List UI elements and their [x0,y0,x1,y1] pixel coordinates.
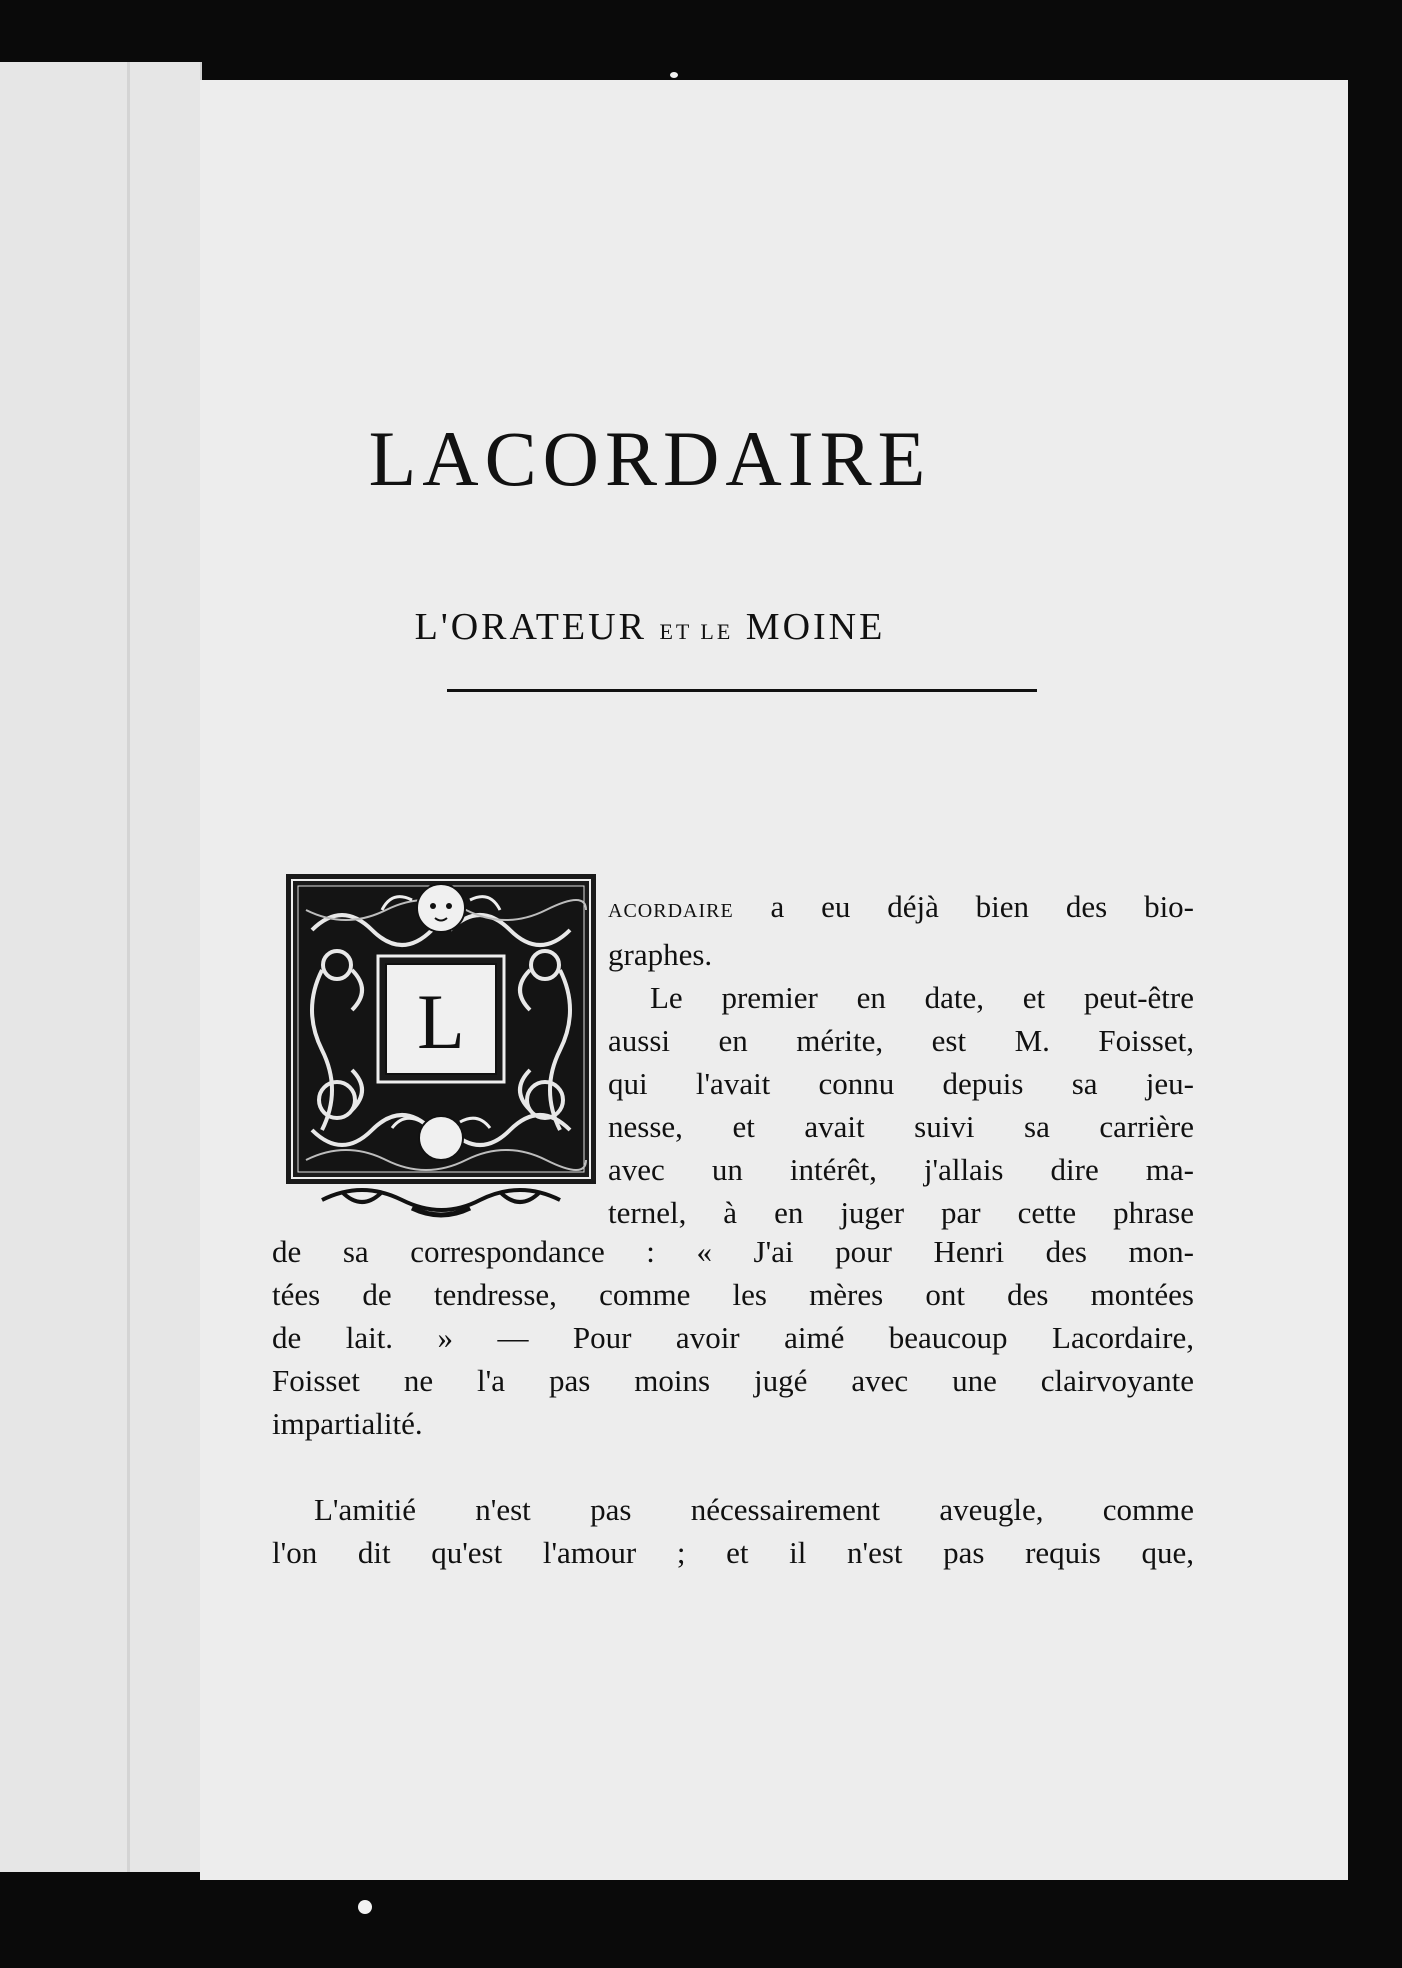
subtitle-et-le: ET LE [659,619,734,644]
title-rule [447,689,1037,692]
lacordaire-smallcaps: ACORDAIRE [608,900,734,922]
subtitle-orateur: L'ORATEUR [414,606,647,648]
dropcap-letter: L [417,978,465,1065]
facing-page [0,62,202,1872]
text-line: de sa correspondance : « J'ai pour Henri des mon- [272,1234,1194,1269]
text-line: Le premier en date, et peut-être [650,980,1194,1015]
paragraph-three [272,1488,1194,1574]
page-subtitle [250,608,1050,646]
scan-speck [670,72,678,78]
text-line: L'amitié n'est pas nécessairement aveugle, comme [314,1492,1194,1527]
text-line: Foisset ne l'a pas moins jugé avec une clairvoyante [272,1363,1194,1398]
text-line: ternel, à en juger par cette phrase [608,1195,1194,1230]
subtitle-moine: MOINE [745,606,886,648]
text-beside-dropcap [608,885,1194,1234]
paragraph-continuation [272,1230,1194,1445]
text-line: nesse, et avait suivi sa carrière [608,1109,1194,1144]
scan-speck [358,1900,372,1914]
text-line: l'on dit qu'est l'amour ; et il n'est pas requis que, [272,1535,1194,1570]
text-line: impartialité. [272,1406,423,1441]
text-line: tées de tendresse, comme les mères ont des montées [272,1277,1194,1312]
ornamental-dropcap [282,870,600,1225]
text-line: graphes. [608,937,713,972]
text-line: de lait. » — Pour avoir aimé beaucoup Lacordaire, [272,1320,1194,1355]
text-line: qui l'avait connu depuis sa jeu- [608,1066,1194,1101]
text-line: avec un intérêt, j'allais dire ma- [608,1152,1194,1187]
page-title: LACORDAIRE [368,415,932,502]
text-line: aussi en mérite, est M. Foisset, [608,1023,1194,1058]
text-line: ACORDAIRE a eu déjà bien des bio- [608,889,1194,924]
